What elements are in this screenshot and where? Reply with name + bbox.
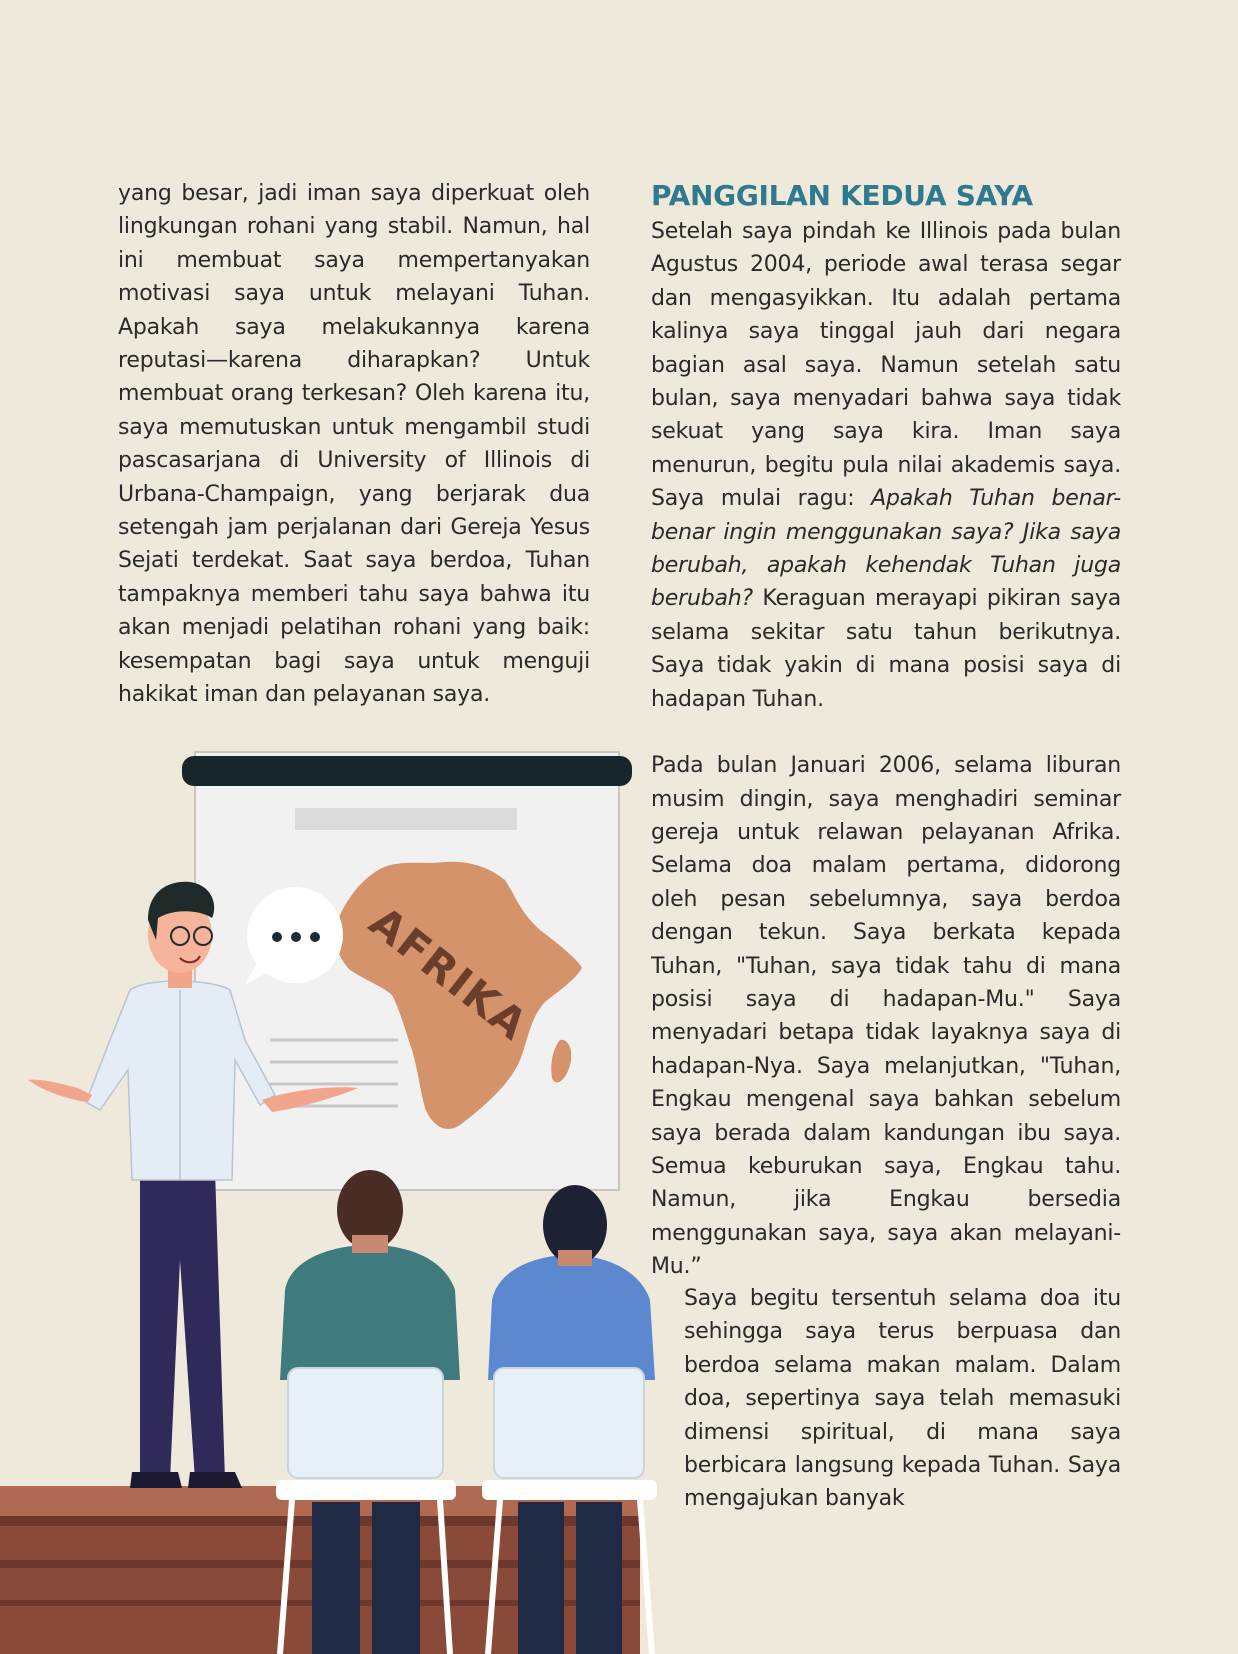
left-paragraph: yang besar, jadi iman saya diperkuat oleh lingkungan rohani yang stabil. Namun, hal ini membuat saya mempertanyakan motivasi saya untuk melayani Tuhan. Apakah saya melakukannya karena reputasi—karena diharapkan? Untuk membuat orang terkesan? Oleh karena itu, saya memutuskan untuk mengambil studi pascasarjana di University of Illinois di Urbana-Champaign, yang berjarak dua setengah jam perjalanan dari Gereja Yesus Sejati terdekat. Saat saya berdoa, Tuhan tampaknya memberi tahu saya bahwa itu akan menjadi pelatihan rohani yang baik: kesempatan bagi saya untuk menguji hakikat iman dan pelayanan saya. (118, 181, 590, 708)
right-paragraph-1-start: Setelah saya pindah ke Illinois pada bulan Agustus 2004, periode awal terasa segar dan mengasyikkan. Itu adalah pertama kalinya saya tinggal jauh dari negara bagian asal saya. Namun setelah satu bulan, saya menyadari bahwa saya tidak sekuat yang saya kira. Iman saya menurun, begitu pula nilai akademis saya. Saya mulai ragu: (651, 219, 1121, 512)
right-paragraph-2: Pada bulan Januari 2006, selama liburan musim dingin, saya menghadiri seminar gereja untuk relawan pelayanan Afrika. Selama doa malam pertama, didorong oleh pesan sebelumnya, saya berdoa dengan tekun. Saya berkata kepada Tuhan, "Tuhan, saya tidak tahu di mana posisi saya di hadapan-Mu." Saya menyadari betapa tidak layaknya saya di hadapan-Nya. Saya melanjutkan, "Tuhan, Engkau mengenal saya bahkan sebelum saya berada dalam kandungan ibu saya. Semua keburukan saya, Engkau tahu. Namun, jika Engkau bersedia menggunakan saya, saya akan melayani-Mu.” (651, 753, 1121, 1280)
presentation-illustration (0, 740, 660, 1654)
right-paragraph-1-italic: Apakah Tuhan benar-benar ingin menggunakan saya? Jika saya berubah, apakah kehendak Tuhan juga berubah? (651, 486, 1121, 612)
map-label: AFRIKA (360, 896, 538, 1051)
right-paragraph-1 (651, 215, 1121, 716)
right-paragraph-1-end: Keraguan merayapi pikiran saya selama sekitar satu tahun berikutnya. Saya tidak yakin di mana posisi saya di hadapan Tuhan. (651, 586, 1121, 712)
section-heading: PANGGILAN KEDUA SAYA (651, 179, 1033, 212)
left-column (118, 177, 590, 712)
right-column (651, 177, 1121, 1317)
right-paragraph-3: Saya begitu tersentuh selama doa itu sehingga saya terus berpuasa dan berdoa selama makan malam. Dalam doa, sepertinya saya telah memasuki dimensi spiritual, di mana saya berbicara langsung kepada Tuhan. Saya mengajukan banyak (684, 1286, 1121, 1512)
